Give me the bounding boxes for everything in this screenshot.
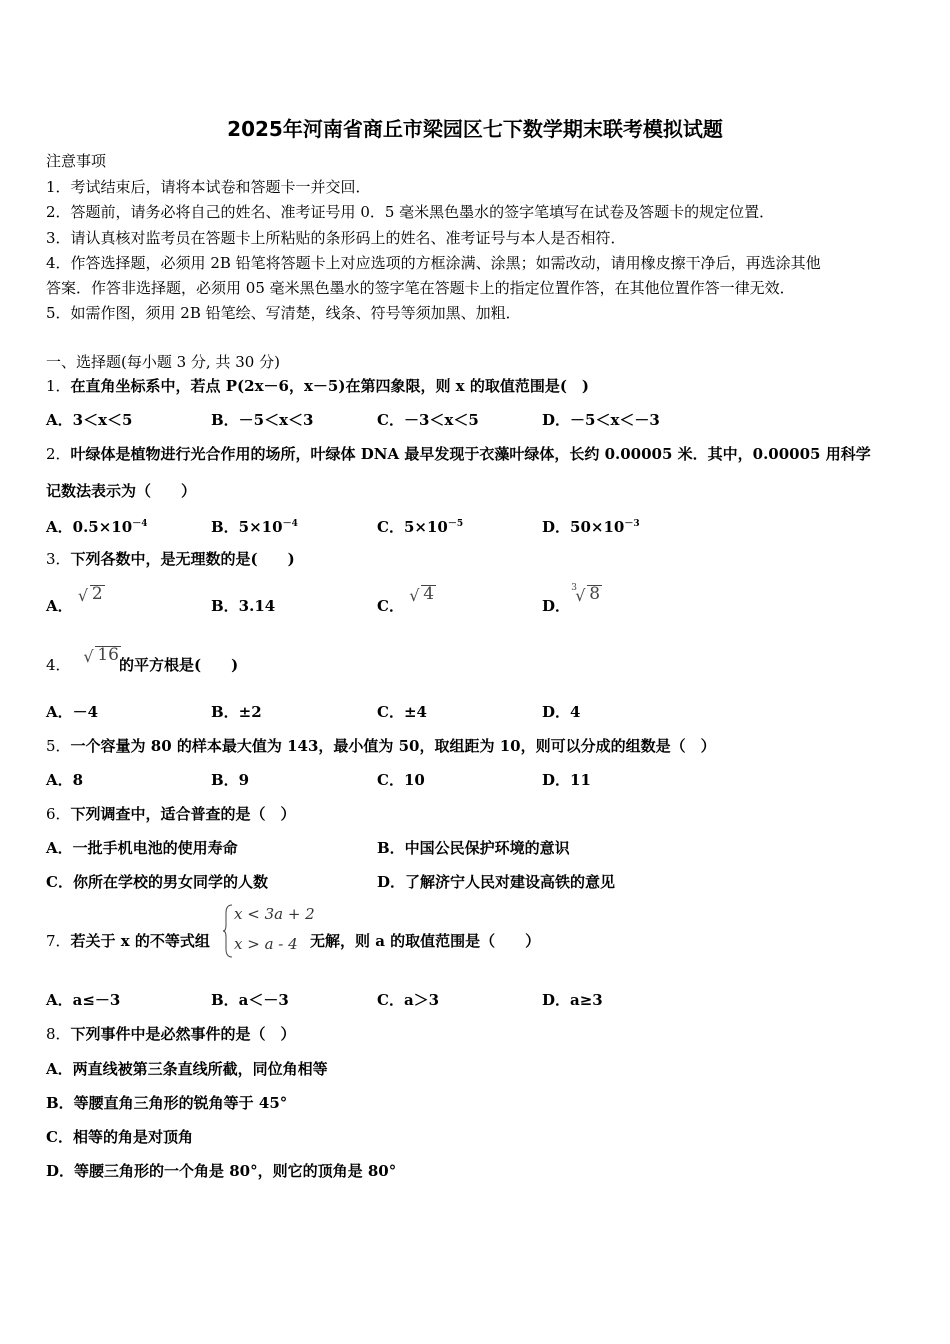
cbrt-symbol: 3 √ 8: [575, 584, 600, 604]
inequality-1: x < 3a + 2: [234, 905, 315, 923]
option-text: B．5×10: [211, 518, 283, 536]
q7-option-d[interactable]: D．a≥3: [542, 991, 603, 1009]
exponent: －4: [282, 519, 298, 529]
question-text: 下列事件中是必然事件的是（ ）: [70, 1025, 296, 1043]
question-number: 8．: [46, 1025, 71, 1043]
q1-option-b[interactable]: B．－5＜x＜3: [211, 411, 314, 429]
q3-option-a[interactable]: [46, 584, 103, 616]
notice-heading: 注意事项: [46, 152, 107, 170]
q6-option-c[interactable]: C．你所在学校的男女同学的人数: [46, 873, 268, 891]
option-label: D．: [542, 597, 571, 615]
q4-option-c[interactable]: C．±4: [377, 703, 427, 721]
option-text: D．50×10: [542, 518, 625, 536]
radicand: 2: [91, 584, 103, 604]
question-text: 一个容量为 80 的样本最大值为 143，最小值为 50，取组距为 10，则可以分成的组数是（ ）: [70, 737, 716, 755]
page-title: 2025年河南省商丘市梁园区七下数学期末联考模拟试题: [227, 117, 723, 141]
question-number: 6．: [46, 805, 71, 823]
question-7: [46, 931, 210, 951]
question-2-cont: 记数法表示为（ ）: [46, 482, 197, 500]
q5-option-c[interactable]: C．10: [377, 771, 425, 789]
q4-option-a[interactable]: A．－4: [46, 703, 99, 721]
sqrt-symbol: √ 16: [83, 645, 119, 666]
q6-option-d[interactable]: D．了解济宁人民对建设高铁的意见: [377, 873, 616, 891]
q2-option-a[interactable]: [46, 514, 147, 537]
q8-option-b[interactable]: B．等腰直角三角形的锐角等于 45°: [46, 1094, 288, 1112]
notice-item: 5．如需作图，须用 2B 铅笔绘、写清楚，线条、符号等须加黑、加粗．: [46, 304, 521, 322]
question-2: [46, 444, 871, 464]
radicand: 4: [423, 584, 435, 604]
question-number: 4．: [46, 656, 71, 674]
inequality-2: x > a - 4: [234, 935, 298, 953]
q8-option-c[interactable]: C．相等的角是对顶角: [46, 1128, 193, 1146]
radicand: 16: [97, 645, 119, 665]
question-1: [46, 376, 589, 396]
q5-option-b[interactable]: B．9: [211, 771, 250, 789]
option-text: C．5×10: [377, 518, 448, 536]
q4-option-d[interactable]: D．4: [542, 703, 581, 721]
notice-item: 3．请认真核对监考员在答题卡上所粘贴的条形码上的姓名、准考证号与本人是否相符．: [46, 229, 626, 247]
sqrt-symbol: √ 4: [409, 584, 435, 605]
q1-option-d[interactable]: D．－5＜x＜－3: [542, 411, 660, 429]
question-3: [46, 549, 295, 569]
q4-option-b[interactable]: B．±2: [211, 703, 262, 721]
exponent: －5: [447, 519, 464, 529]
option-label: C．: [377, 597, 404, 615]
q5-option-a[interactable]: A．8: [46, 771, 84, 789]
q1-option-a[interactable]: A．3＜x＜5: [46, 411, 133, 429]
question-number: 3．: [46, 550, 71, 568]
q8-option-a[interactable]: A．两直线被第三条直线所截，同位角相等: [46, 1060, 328, 1078]
question-text-post: 无解，则 a 的取值范围是（ ）: [310, 932, 541, 950]
notice-item: 答案．作答非选择题，必须用 05 毫米黑色墨水的签字笔在答题卡上的指定位置作答，在其他位置作答一律无效．: [46, 279, 795, 297]
exponent: －3: [624, 519, 640, 529]
q7-option-a[interactable]: A．a≤－3: [46, 991, 121, 1009]
q8-option-d[interactable]: D．等腰三角形的一个角是 80°，则它的顶角是 80°: [46, 1162, 397, 1180]
question-text: 下列调查中，适合普查的是（ ）: [70, 805, 296, 823]
question-6: [46, 804, 296, 824]
q7-option-b[interactable]: B．a＜－3: [211, 991, 289, 1009]
question-text-pre: 若关于 x 的不等式组: [70, 932, 210, 950]
root-index: 3: [571, 583, 577, 593]
notice-item: 1．考试结束后，请将本试卷和答题卡一并交回．: [46, 178, 371, 196]
notice-item: 2．答题前，请务必将自己的姓名、准考证号用 0．5 毫米黑色墨水的签字笔填写在试卷及答题卡的规定位置．: [46, 203, 775, 221]
q2-option-d[interactable]: [542, 514, 640, 537]
question-4: [46, 645, 239, 675]
q1-option-c[interactable]: C．－3＜x＜5: [377, 411, 479, 429]
q6-option-b[interactable]: B．中国公民保护环境的意识: [377, 839, 570, 857]
question-number: 5．: [46, 737, 71, 755]
question-number: 1．: [46, 377, 71, 395]
question-8: [46, 1024, 296, 1044]
question-text: 叶绿体是植物进行光合作用的场所，叶绿体 DNA 最早发现于衣藻叶绿体，长约 0.00005 米．其中，0.00005 用科学: [70, 445, 871, 463]
exponent: －4: [132, 519, 148, 529]
radicand: 8: [589, 584, 601, 604]
question-text: 的平方根是( ): [118, 656, 239, 674]
brace-icon: [222, 903, 234, 959]
q3-option-d[interactable]: [542, 583, 601, 616]
q6-option-a[interactable]: A．一批手机电池的使用寿命: [46, 839, 238, 857]
option-label: A．: [46, 597, 73, 615]
q2-option-b[interactable]: [211, 514, 298, 537]
q2-option-c[interactable]: [377, 514, 463, 537]
question-number: 7．: [46, 932, 71, 950]
question-5: [46, 736, 716, 756]
notice-item: 4．作答选择题，必须用 2B 铅笔将答题卡上对应选项的方框涂满、涂黑；如需改动，请用橡皮擦干净后，再选涂其他: [46, 254, 821, 272]
question-text: 下列各数中，是无理数的是( ): [70, 550, 295, 568]
sqrt-symbol: √ 2: [77, 584, 103, 605]
q3-option-c[interactable]: [377, 584, 435, 616]
section-heading: 一、选择题(每小题 3 分, 共 30 分): [46, 353, 280, 371]
q3-option-b[interactable]: B．3.14: [211, 597, 276, 615]
question-number: 2．: [46, 445, 71, 463]
q7-option-c[interactable]: C．a＞3: [377, 991, 440, 1009]
option-text: A．0.5×10: [46, 518, 133, 536]
q5-option-d[interactable]: D．11: [542, 771, 591, 789]
question-text: 在直角坐标系中，若点 P(2x－6，x－5)在第四象限，则 x 的取值范围是( ): [70, 377, 590, 395]
